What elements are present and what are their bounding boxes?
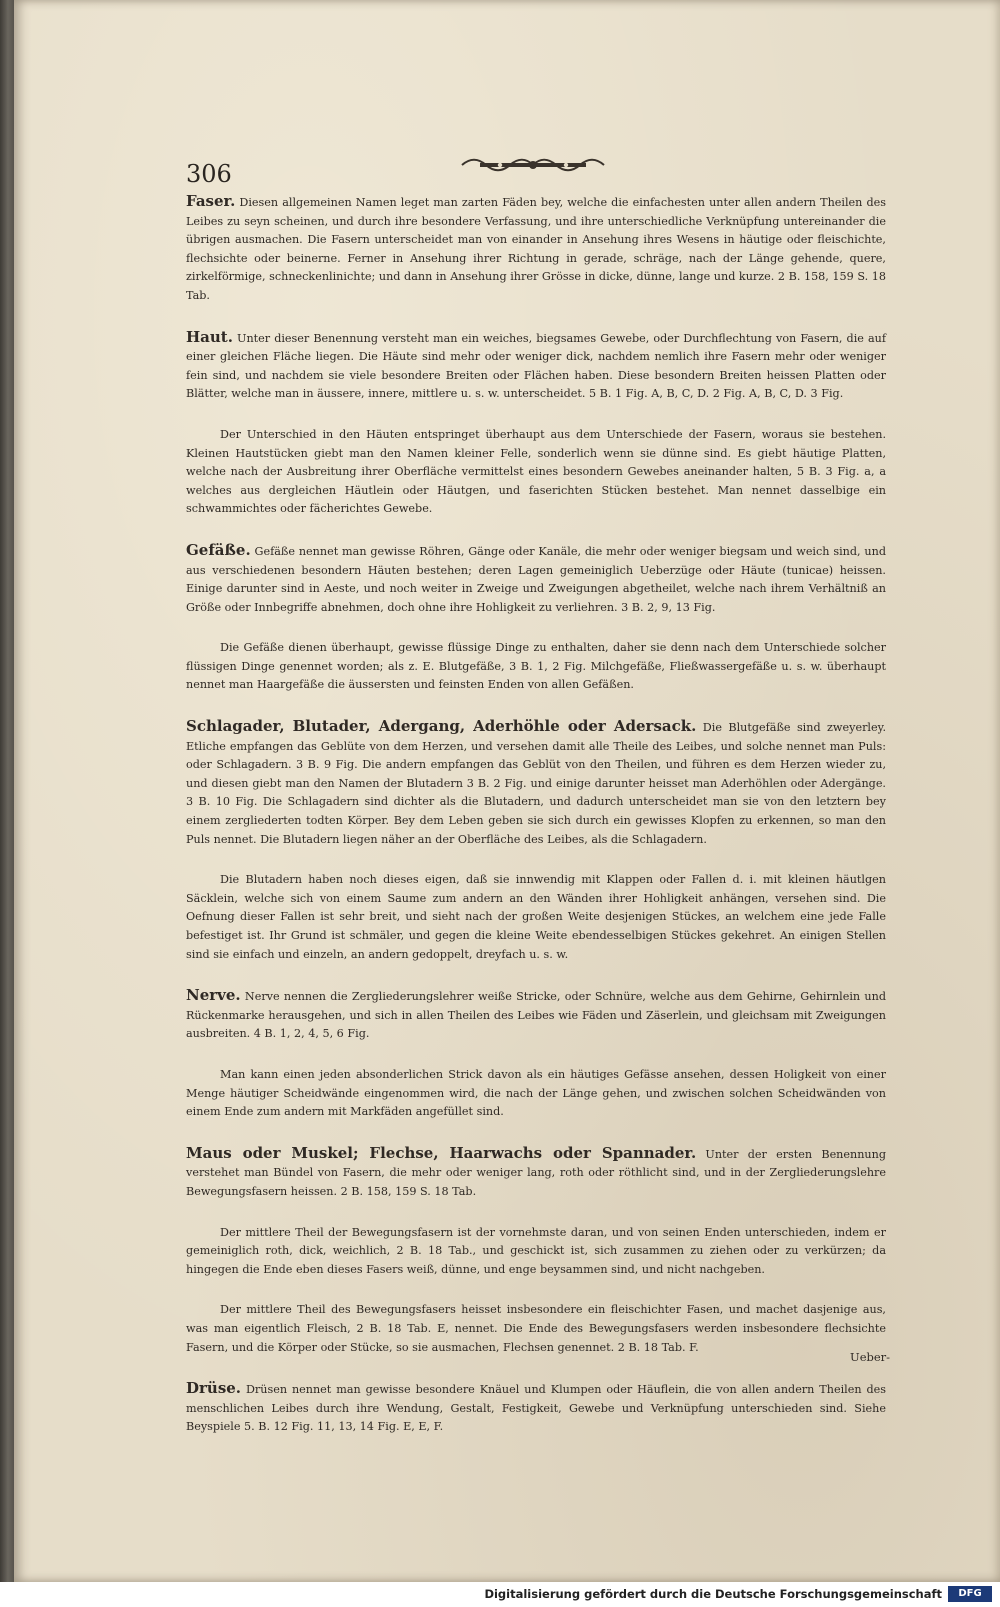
paragraph-haut-unterschied	[186, 426, 886, 519]
paragraph-muskel	[186, 1144, 886, 1202]
book-page	[14, 0, 1000, 1582]
paragraph-druese	[186, 1379, 886, 1437]
entry-text: Drüsen nennet man gewisse besondere Knäuel und Klumpen oder Häuflein, die von allen andern Theilen des menschlichen Leibes durch ihre Wendung, Gestalt, Festigkeit, Gewebe und Verknüpfung unterschieden sind. Siehe Beyspiele 5. B. 12 Fig. 11, 13, 14 Fig. E, E, F.	[186, 1383, 886, 1434]
entry-text: Unter dieser Benennung versteht man ein weiches, biegsames Gewebe, oder Durchflechtung von Fasern, die auf einer gleichen Fläche liegen. Die Häute sind mehr oder weniger dick, nachdem nemlich ihre Fasern mehr oder weniger fein sind, und nachdem sie viele besondere Breiten oder Flächen haben. Diese besondern Breiten heissen Platten oder Blätter, welche man in äussere, innere, mittlere u. s. w. unterscheidet. 5 B. 1 Fig. A, B, C, D. 2 Fig. A, B, C, D. 3 Fig.	[186, 331, 886, 401]
entry-term: Nerve.	[186, 986, 241, 1005]
entry-term: Haut.	[186, 327, 233, 346]
paragraph-gefaesse-dienen	[186, 639, 886, 695]
funding-notice: Digitalisierung gefördert durch die Deutsche Forschungsgemeinschaft	[484, 1587, 942, 1601]
entry-text: Nerve nennen die Zergliederungslehrer weiße Stricke, oder Schnüre, welche aus dem Gehirne, Gehirnlein und Rückenmarke herausgehen, und sich in allen Theilen des Leibes wie Fäden und Zäserlein, und gleichsam mit Zweigungen ausbreiten. 4 B. 1, 2, 4, 5, 6 Fig.	[186, 990, 886, 1041]
paragraph-strick	[186, 1066, 886, 1122]
entry-text: Die Gefäße dienen überhaupt, gewisse flüssige Dinge zu enthalten, daher sie denn nach dem Unterschiede solcher flüssigen Dinge genennet worden; als z. E. Blutgefäße, 3 B. 1, 2 Fig. Milchgefäße, Fließwassergefäße u. s. w. überhaupt nennet man Haargefäße die äussersten und feinsten Enden von allen Gefäßen.	[186, 641, 886, 692]
paragraph-faser	[186, 192, 886, 306]
page-number: 306	[186, 160, 232, 188]
paragraph-fleisch	[186, 1301, 886, 1357]
entry-text: Diesen allgemeinen Namen leget man zarten Fäden bey, welche die einfachesten unter allen andern Theilen des Leibes zu seyn scheinen, und durch ihre besondere Verfassung, und ihre unterschiedliche Verknüpfung untereinander die übrigen ausmachen. Die Fasern unterscheidet man von einander in Ansehung ihres Wesens in häutige oder fleischichte, flechsichte oder beinerne. Ferner in Ansehung ihrer Richtung in gerade, schräge, nach der Länge gehende, quere, zirkelförmige, schneckenlinichte; und dann in Ansehung ihrer Grösse in dicke, dünne, lange und kurze. 2 B. 158, 159 S. 18 Tab.	[186, 196, 886, 302]
entry-term: Gefäße.	[186, 540, 251, 559]
vignette-ornament-icon	[460, 156, 606, 174]
paragraph-nerve	[186, 986, 886, 1044]
entry-term: Maus oder Muskel; Flechse, Haarwachs oder Spannader.	[186, 1143, 697, 1162]
dfg-logo-icon: DFG	[948, 1586, 992, 1602]
entry-text: Der mittlere Theil der Bewegungsfasern ist der vornehmste daran, und von seinen Enden unterschieden, indem er gemeiniglich roth, dick, weichlich, 2 B. 18 Tab., und geschickt ist, sich zusammen zu ziehen oder zu verkürzen; da hingegen die Ende eben dieses Fasers weiß, dünne, und enge beysammen sind, und nicht nachgeben.	[186, 1225, 886, 1276]
paragraph-blutadern	[186, 871, 886, 964]
entry-term: Schlagader, Blutader, Adergang, Aderhöhle oder Adersack.	[186, 717, 697, 736]
digitization-footer	[0, 1582, 1000, 1607]
paragraph-haut	[186, 328, 886, 404]
entry-text: Man kann einen jeden absonderlichen Strick davon als ein häutiges Gefässe ansehen, dessen Holigkeit von einer Menge häutiger Scheidwände eingenommen wird, die nach der Länge gehen, und zwischen solchen Scheidwänden von einem Ende zum andern mit Markfäden angefüllet sind.	[186, 1067, 886, 1119]
page-body	[186, 192, 886, 1459]
entry-text: Die Blutgefäße sind zweyerley. Etliche empfangen das Geblüte von dem Herzen, und versehen damit alle Theile des Leibes, und solche nennet man Puls: oder Schlagadern. 3 B. 9 Fig. Die andern empfangen das Geblüt von den Theilen, und führen es dem Herzen wieder zu, und diesen giebt man den Namen der Blutadern 3 B. 2 Fig. und einige darunter heisset man Aderhöhlen oder Adergänge. 3 B. 10 Fig. Die Schlagadern sind dichter als die Blutadern, und dadurch unterscheidet man sie von den letztern bey einem zergliederten todten Körper. Bey dem Leben geben sie sich durch ein gewisses Klopfen zu erkennen, so man den Puls nennet. Die Blutadern liegen näher an der Oberfläche des Leibes, als die Schlagadern.	[186, 721, 887, 846]
entry-text: Unter der ersten Benennung verstehet man Bündel von Fasern, die mehr oder weniger lang, roth oder röthlicht sind, und in der Zergliederungslehre Bewegungsfasern heissen. 2 B. 158, 159 S. 18 Tab.	[186, 1147, 886, 1198]
entry-term: Drüse.	[186, 1379, 242, 1398]
entry-text: Die Blutadern haben noch dieses eigen, daß sie innwendig mit Klappen oder Fallen d. i. mit kleinen häutlgen Säcklein, welche sich von einem Saume zum andern an den Wänden ihrer Hohligkeit anhängen, versehen sind. Die Oefnung dieser Fallen ist sehr breit, und sieht nach der großen Weite desjenigen Stückes, an welchem eine jede Falle befestiget ist. Ihr Grund ist schmäler, und gegen die kleine Weite ebendesselbigen Stückes gekehret. An einigen Stellen sind sie einfach und einzeln, an andern gedoppelt, dreyfach u. s. w.	[186, 873, 886, 961]
entry-text: Der Unterschied in den Häuten entspringet überhaupt aus dem Unterschiede der Fasern, woraus sie bestehen. Kleinen Hautstücken giebt man den Namen kleiner Felle, sonderlich wenn sie dünne sind. Es giebt häutige Platten, welche nach der Ausbreitung ihrer Oberfläche vermittelst eines besondern Gewebes aneinander halten, 5 B. 3 Fig. a, a welches aus dergleichen Häutlein oder Häutgen, und faserichten Stücken bestehet. Man nennet dasselbige ein schwammichtes oder fächerichtes Gewebe.	[186, 427, 886, 516]
paragraph-bewegungsfasern	[186, 1224, 886, 1280]
entry-term: Faser.	[186, 192, 236, 210]
entry-text: Der mittlere Theil des Bewegungsfasers heisset insbesondere ein fleischichter Fasen, und machet dasjenige aus, was man eigentlich Fleisch, 2 B. 18 Tab. E, nennet. Die Ende des Bewegungsfasers werden insbesondere flechsichte Fasern, und die Körper oder Stücke, so sie ausmachen, Flechsen genennet. 2 B. 18 Tab. F.	[186, 1303, 886, 1354]
paragraph-schlagader	[186, 717, 886, 849]
catchword: Ueber-	[850, 1350, 891, 1364]
paragraph-gefaesse	[186, 541, 886, 617]
entry-text: Gefäße nennet man gewisse Röhren, Gänge oder Kanäle, die mehr oder weniger biegsam und weich sind, und aus verschiedenen besondern Häuten bestehen; deren Lagen gemeiniglich Ueberzüge oder Häute (tunicae) heissen. Einige darunter sind in Aeste, und noch weiter in Zweige und Zweigungen abgetheilet, welche nach ihrem Verhältniß an Größe oder Innbegriffe abnehmen, doch ohne ihre Hohligkeit zu verliehren. 3 B. 2, 9, 13 Fig.	[186, 544, 886, 614]
